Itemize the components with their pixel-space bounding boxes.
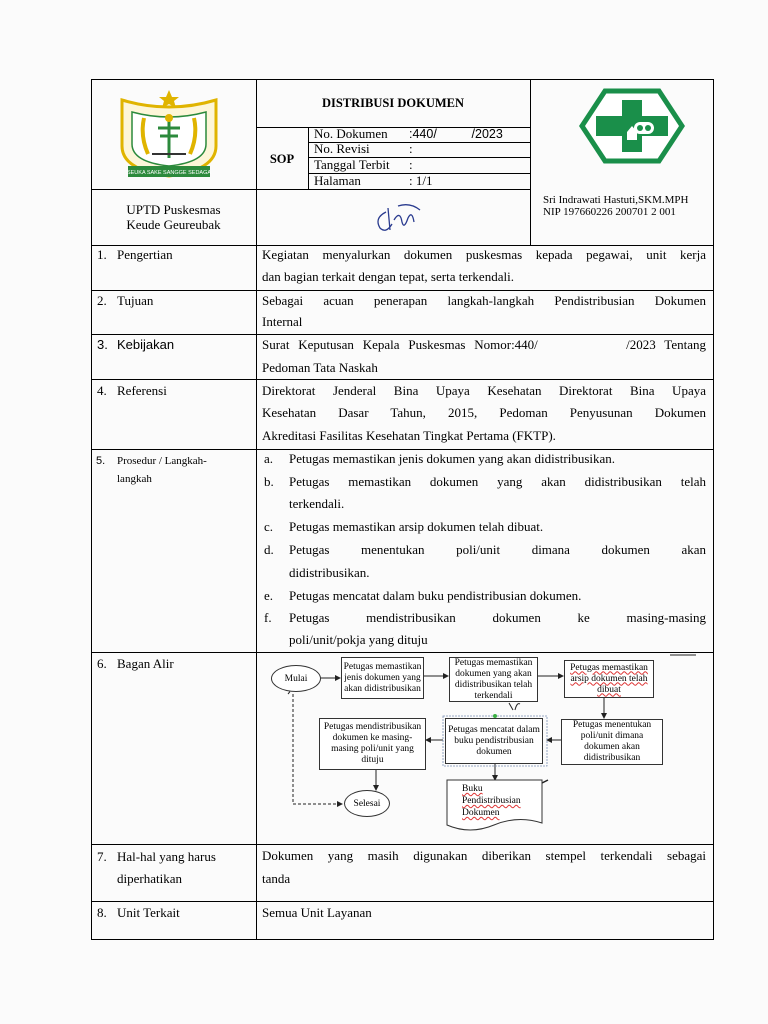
meta-label-no-revisi: No. Revisi xyxy=(314,141,370,156)
table-border-top xyxy=(91,79,714,80)
step-e-line1: Petugas mencatat dalam buku pendistribusian dokumen. xyxy=(289,588,582,603)
step-b-line1: Petugas memastikan dokumen yang akan didistribusikan telah xyxy=(289,474,706,489)
section-label-kebijakan: Kebijakan xyxy=(117,337,175,352)
meta-value-halaman: : 1/1 xyxy=(409,173,433,188)
header-row-divider xyxy=(91,189,531,190)
signature-mark xyxy=(370,200,430,236)
section-label-referensi: Referensi xyxy=(117,383,167,398)
kebijakan-line1: Surat Keputusan Kepala Puskesmas Nomor:440/ /2023 Tentang xyxy=(262,337,706,352)
step-d-line1: Petugas menentukan poli/unit dimana dokumen akan xyxy=(289,542,706,557)
hal-line1: Dokumen yang masih digunakan diberikan stempel terkendali sebagai xyxy=(262,848,706,863)
regency-crest-logo xyxy=(108,88,230,184)
pengertian-line1: Kegiatan menyalurkan dokumen puskesmas kepada pegawai, unit kerja xyxy=(262,247,706,262)
puskesmas-logo xyxy=(579,88,685,164)
header-divider-right xyxy=(530,79,531,245)
pengertian-line2: dan bagian terkait dengan tepat, serta terkendali. xyxy=(262,269,514,284)
sop-label: SOP xyxy=(269,152,295,166)
flowchart-box-5: Petugas mencatat dalam buku pendistribusian dokumen xyxy=(445,718,543,764)
tujuan-line1: Sebagai acuan penerapan langkah-langkah Pendistribusian Dokumen xyxy=(262,293,706,308)
referensi-line1: Direktorat Jenderal Bina Upaya Kesehatan Direktorat Bina Upaya xyxy=(262,383,706,398)
signer-name: Sri Indrawati Hastuti,SKM.MPH xyxy=(543,194,689,206)
step-letter-c: c. xyxy=(264,519,274,534)
flowchart-end: Selesai xyxy=(344,790,390,817)
tujuan-line2: Internal xyxy=(262,314,303,329)
step-letter-d: d. xyxy=(264,542,274,557)
meta-value-tanggal-terbit: : xyxy=(409,157,413,172)
row-divider-7 xyxy=(91,901,714,902)
section-number-8: 8. xyxy=(97,905,107,920)
crest-motto: SEUKA SAKE SANGGE SEDAGA xyxy=(126,170,212,176)
meta-value-no-revisi: : xyxy=(409,141,413,156)
referensi-line3: Akreditasi Fasilitas Kesehatan Tingkat Pertama (FKTP). xyxy=(262,428,556,443)
step-letter-b: b. xyxy=(264,474,274,489)
flowchart-box-3: Petugas memastikan arsip dokumen telah dibuat xyxy=(564,660,654,698)
section-label-tujuan: Tujuan xyxy=(117,293,154,308)
section-number-3: 3. xyxy=(97,337,108,352)
meta-label-tanggal-terbit: Tanggal Terbit xyxy=(314,157,390,172)
section-label-prosedur-line2: langkah xyxy=(117,473,152,485)
step-letter-e: e. xyxy=(264,588,274,603)
section-number-2: 2. xyxy=(97,293,107,308)
table-border-bottom xyxy=(91,939,714,940)
section-number-6: 6. xyxy=(97,656,107,671)
sop-divider xyxy=(308,127,309,189)
flowchart-box-1: Petugas memastikan jenis dokumen yang akan didistribusikan xyxy=(341,657,424,699)
referensi-line2: Kesehatan Dasar Tahun, 2015, Pedoman Penyusunan Dokumen xyxy=(262,405,706,420)
step-d-line2: didistribusikan. xyxy=(289,565,370,580)
flowchart-box-6: Petugas mendistribusikan dokumen ke masing-masing poli/unit yang dituju xyxy=(319,718,426,770)
signer-nip: NIP 197660226 200701 2 001 xyxy=(543,206,676,218)
step-c-line1: Petugas memastikan arsip dokumen telah dibuat. xyxy=(289,519,544,534)
flowchart-document: Buku Pendistribusian Dokumen xyxy=(462,784,521,818)
step-b-line2: terkendali. xyxy=(289,496,345,511)
meta-value-no-dokumen: :440/ /2023 xyxy=(409,127,503,141)
step-f-line1: Petugas mendistribusikan dokumen ke masing-masing xyxy=(289,610,706,625)
section-number-1: 1. xyxy=(97,247,107,262)
step-f-line2: poli/unit/pokja yang dituju xyxy=(289,632,428,647)
section-number-5: 5. xyxy=(96,455,106,467)
meta-label-halaman: Halaman xyxy=(314,173,361,188)
section-label-hal-line1: Hal-hal yang harus xyxy=(117,849,216,864)
step-a-line1: Petugas memastikan jenis dokumen yang akan didistribusikan. xyxy=(289,451,616,466)
section-number-4: 4. xyxy=(97,383,107,398)
section-label-hal-line2: diperhatikan xyxy=(117,871,182,886)
step-letter-a: a. xyxy=(264,451,274,466)
section-label-unit-terkait: Unit Terkait xyxy=(117,905,180,920)
meta-label-no-dokumen: No. Dokumen xyxy=(314,126,388,141)
step-letter-f: f. xyxy=(264,610,272,625)
org-name-line2: Keude Geureubak xyxy=(126,217,221,232)
hal-line2: tanda xyxy=(262,871,291,886)
flowchart-start: Mulai xyxy=(271,665,321,692)
document-title: DISTRIBUSI DOKUMEN xyxy=(321,96,465,110)
section-number-7: 7. xyxy=(97,849,107,864)
section-label-bagan-alir: Bagan Alir xyxy=(117,656,174,671)
section-label-pengertian: Pengertian xyxy=(117,247,173,262)
flowchart-box-2: Petugas memastikan dokumen yang akan didistribusikan telah terkendali xyxy=(449,657,538,702)
kebijakan-line2: Pedoman Tata Naskah xyxy=(262,360,378,375)
flowchart-box-4: Petugas menentukan poli/unit dimana dokumen akan didistribusikan xyxy=(561,719,663,765)
unit-terkait-line1: Semua Unit Layanan xyxy=(262,905,372,920)
org-name-line1: UPTD Puskesmas xyxy=(126,202,221,217)
section-label-prosedur-line1: Prosedur / Langkah- xyxy=(117,455,207,467)
